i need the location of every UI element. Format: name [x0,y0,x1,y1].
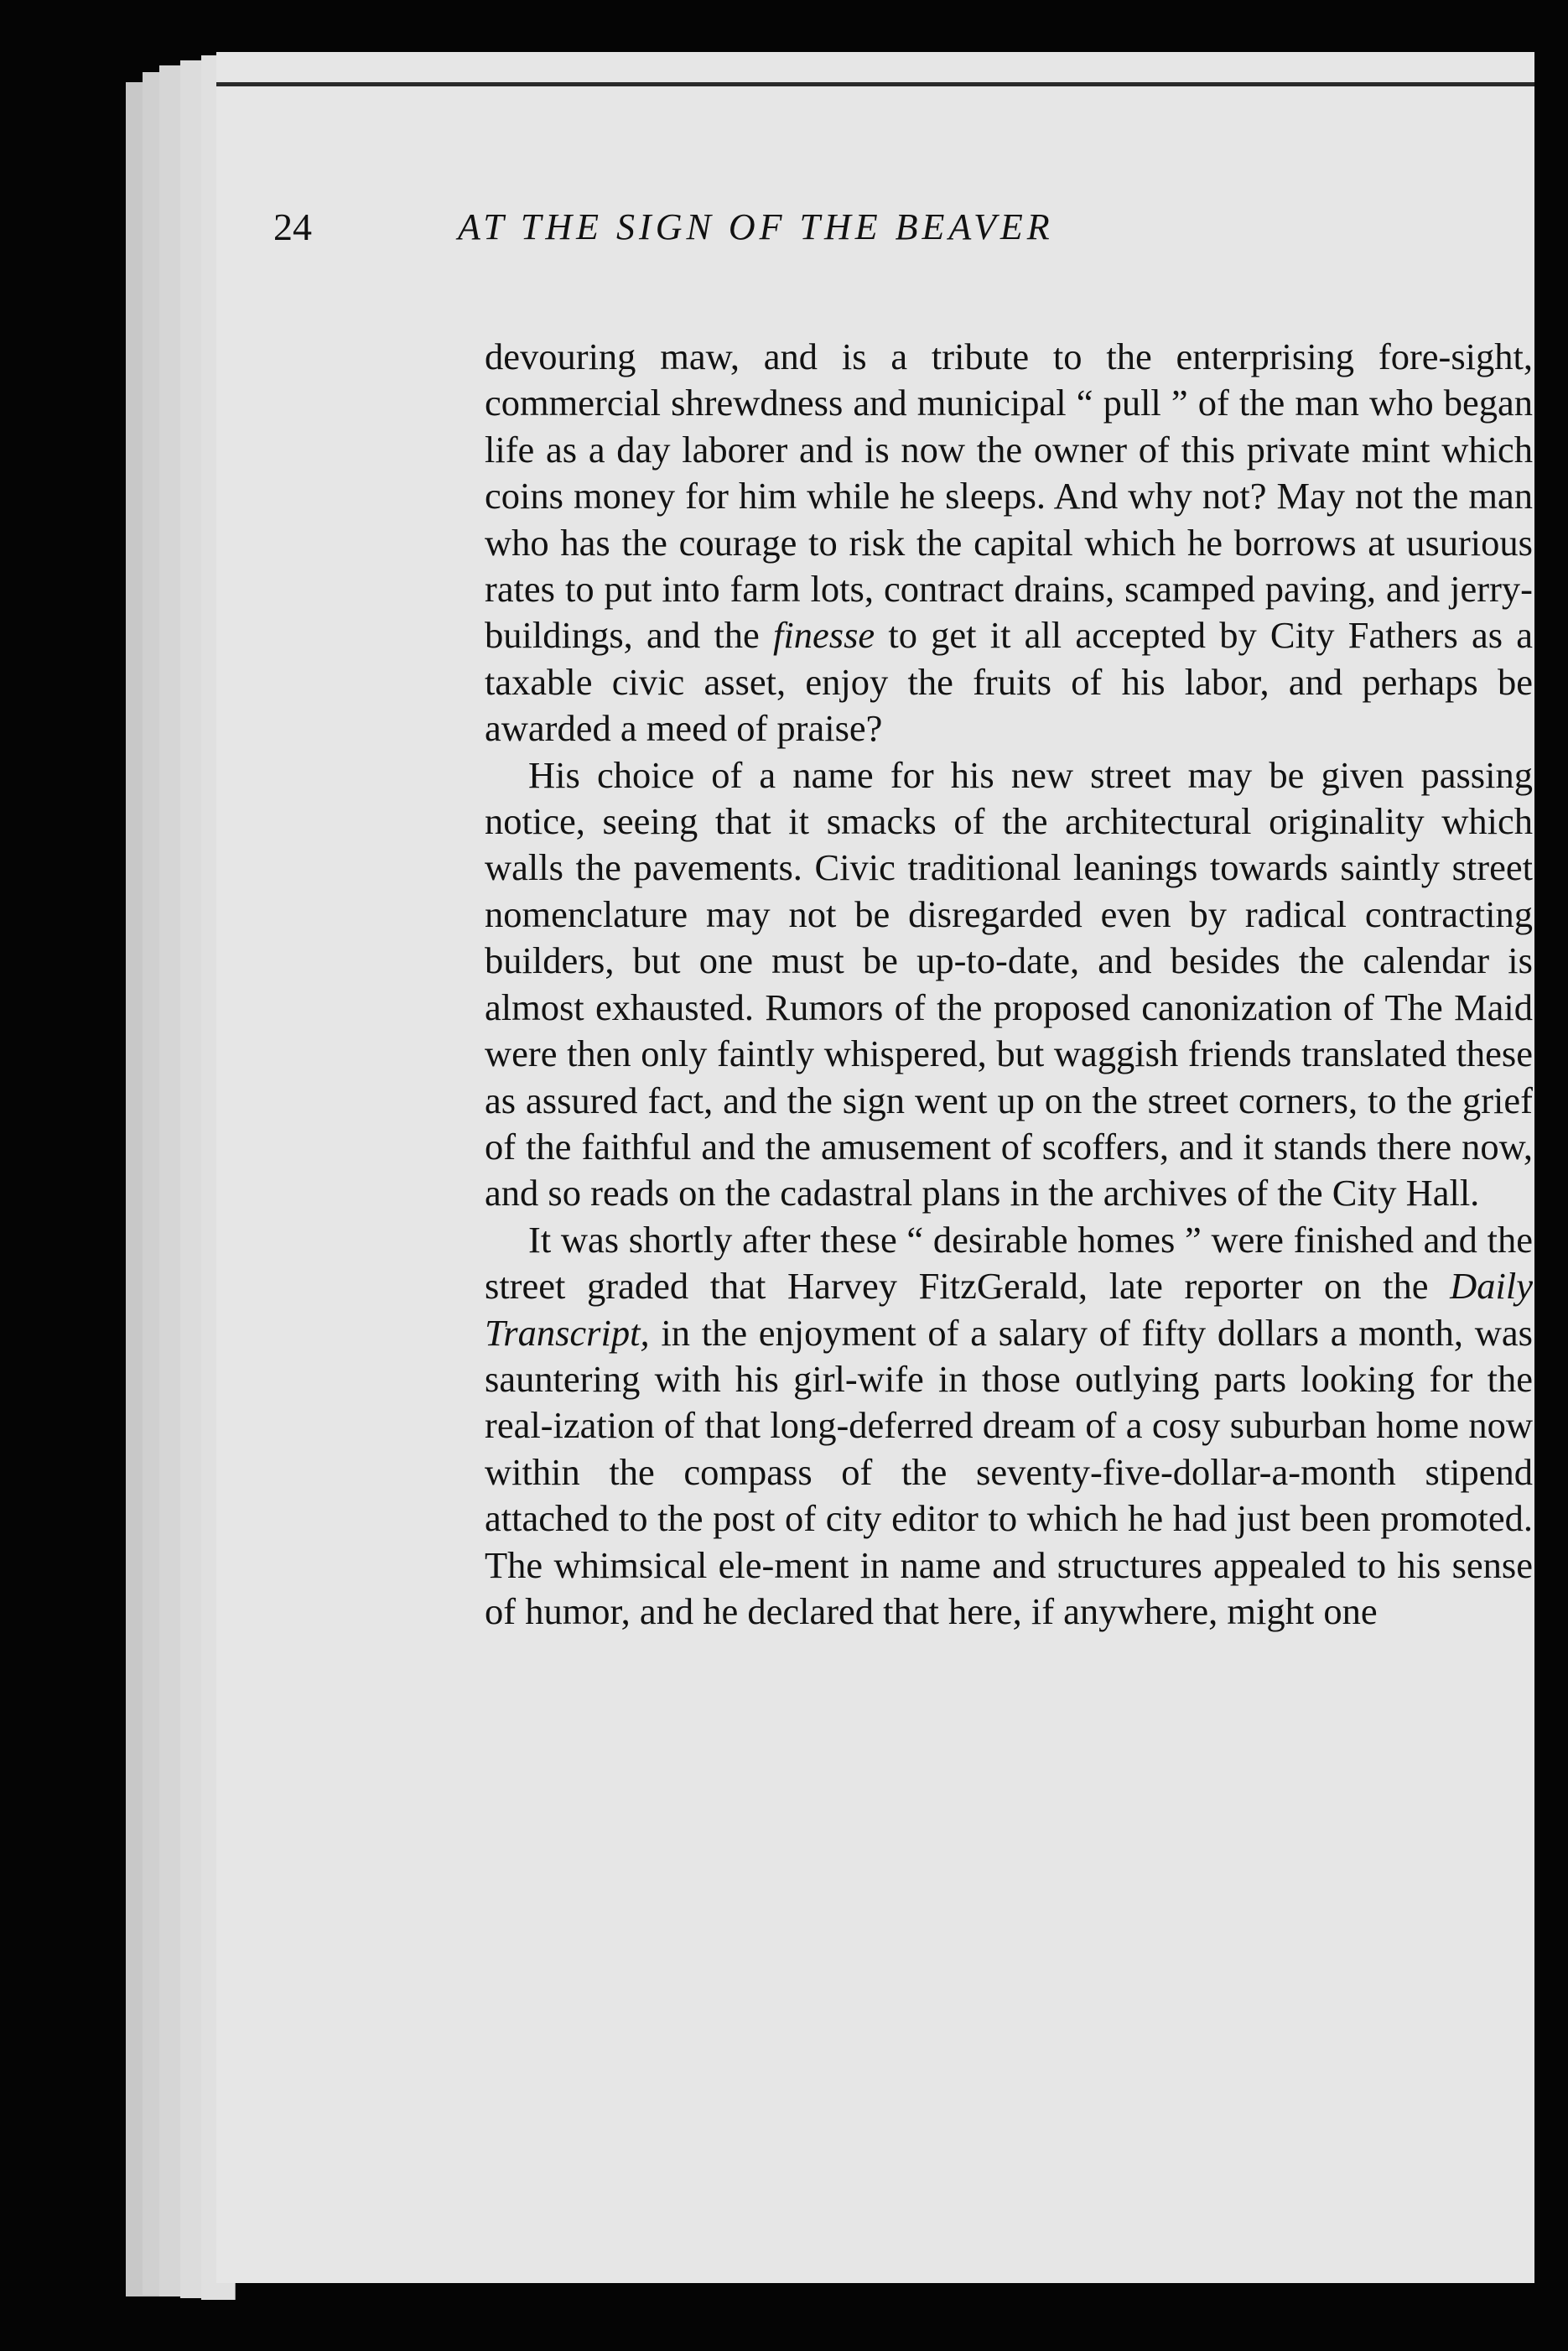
running-title: AT THE SIGN OF THE BEAVER [458,206,1054,247]
paragraph [485,334,1533,752]
text-run: His choice of a name for his new street may be given passing notice, seeing that it smacks of the architectural originality which walls the pavements. Civic traditional leanings towards saintly street nomenclature may not be disregarded even by radical contracting builders, but one must be up-to-date, and besides the calendar is almost exhausted. Rumors of the proposed canonization of The Maid were then only faintly whispered, but waggish friends translated these as assured fact, and the sign went up on the street corners, to the grief of the faithful and the amusement of scoffers, and it stands there now, and so reads on the cadastral plans in the archives of the City Hall. [485,753,1533,1215]
running-head [273,198,1363,257]
text-run: to get it all accepted by City Fathers as a taxable civic asset, enjoy the fruits of his labor, and perhaps be awarded a meed of praise? [485,614,1533,750]
italic-text: Daily Transcript, [485,1265,1533,1354]
italic-text: finesse [773,614,875,657]
text-run: devouring maw, and is a tribute to the enterprising fore-sight, commercial shrewdness and municipal “ pull ” of the man who began life as a day laborer and is now the owner of this private mint which coins money for him while he sleeps. And why not? May not the man who has the courage to risk the capital which he borrows at usurious rates to put into farm lots, contract drains, scamped paving, and jerry-buildings, and the [485,335,1533,657]
paragraph [485,1217,1533,1636]
body-text [485,334,1533,1635]
text-run: It was shortly after these “ desirable homes ” were finished and the street graded that Harvey FitzGerald, late reporter on the [485,1218,1533,1308]
text-run: in the enjoyment of a salary of fifty dollars a month, was sauntering with his girl-wife in those outlying parts looking for the real-ization of that long-deferred dream of a cosy suburban home now within the compass of the seventy-five-dollar-a-month stipend attached to the post of city editor to which he had just been promoted. The whimsical ele-ment in name and structures appealed to his sense of humor, and he declared that here, if anywhere, might one [485,1311,1533,1632]
page-top-rule [216,82,1534,86]
page-number: 24 [273,205,312,248]
paragraph [485,752,1533,1217]
